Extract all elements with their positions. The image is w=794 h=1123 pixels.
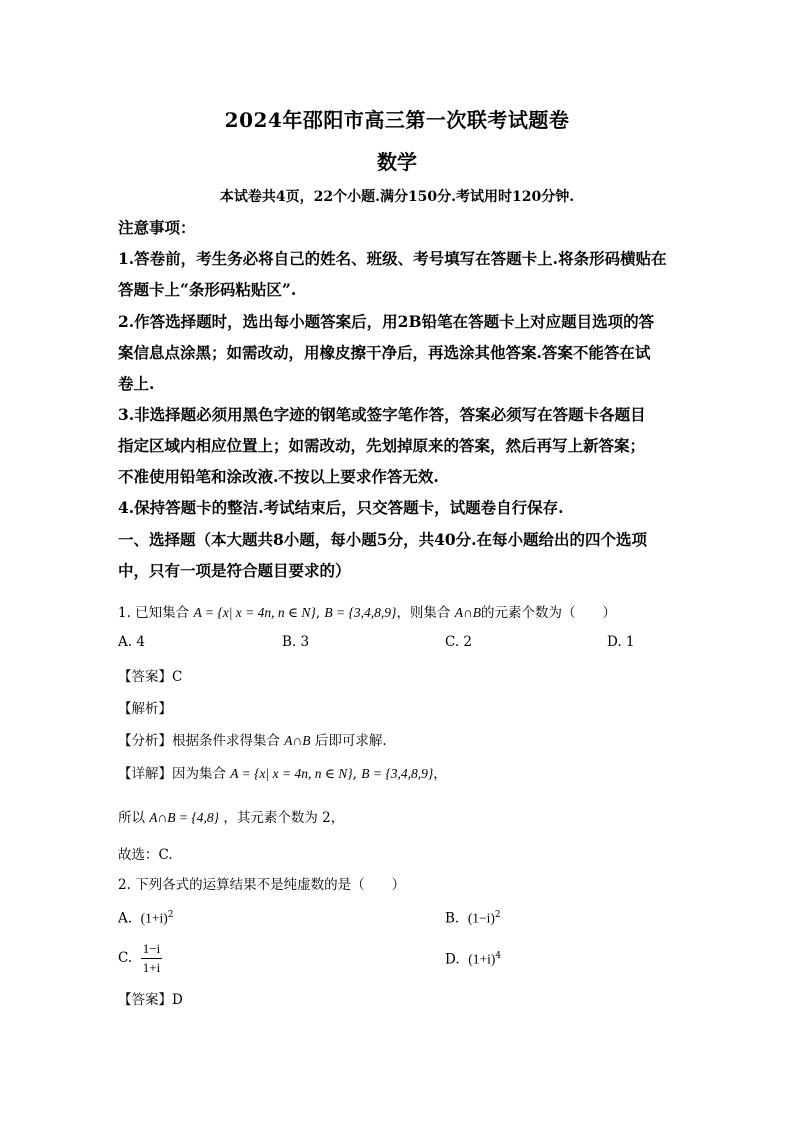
- section-heading-cont: 中，只有一项是符合题目要求的）: [118, 561, 351, 580]
- q1-option-b: B. 3: [282, 634, 310, 650]
- detail-end: ，: [433, 766, 447, 782]
- option-expr: (1+i): [468, 951, 496, 967]
- detail-sep: ,: [352, 766, 357, 782]
- exam-info: 本试卷共4页，22个小题.满分150分.考试用时120分钟.: [219, 189, 575, 205]
- note-line: 答题卡上“条形码粘贴区”.: [118, 280, 297, 299]
- fraction-denominator: 1+i: [142, 960, 161, 975]
- answer-value: C: [172, 669, 183, 685]
- detail-set-b: B = {3,4,8,9}: [361, 766, 434, 781]
- detail-set-a: A = {x| x = 4n, n ∈ N}: [230, 766, 353, 781]
- q1-detail: [118, 762, 447, 782]
- q2-option-b: [445, 910, 501, 927]
- note-line: 2.作答选择题时，选出每小题答案后，用2B铅笔在答题卡上对应题目选项的答: [118, 312, 655, 331]
- q2-answer: [118, 988, 183, 1008]
- q1-option-c: C. 2: [445, 634, 473, 650]
- note-line: 案信息点涂黑；如需改动，用橡皮擦干净后，再选涂其他答案.答案不能答在试: [118, 343, 651, 362]
- so-text: 所以: [118, 810, 145, 826]
- answer-value: D: [172, 992, 183, 1008]
- q1-mid: ，则集合: [396, 605, 451, 621]
- note-line: 4.保持答题卡的整洁.考试结束后，只交答题卡，试题卷自行保存.: [118, 498, 564, 517]
- so-expr: A∩B = {4,8}: [149, 810, 220, 825]
- q1-answer: [118, 665, 182, 685]
- fenxi-text-end: 后即可求解.: [314, 733, 387, 749]
- answer-tag: 【答案】: [118, 669, 172, 685]
- fenxi-expr: A∩B: [284, 733, 311, 748]
- q1-analysis-tag: 【解析】: [118, 701, 172, 717]
- option-expr: (1−i): [467, 910, 495, 926]
- fenxi-text: 根据条件求得集合: [172, 733, 280, 749]
- option-exponent: 4: [495, 951, 502, 961]
- answer-tag: 【答案】: [118, 992, 172, 1008]
- option-label: A.: [118, 910, 133, 927]
- detail-tag: 【详解】: [118, 766, 172, 782]
- detail-text: 因为集合: [172, 766, 226, 782]
- option-exponent: 2: [494, 910, 501, 920]
- q1-fenxi: [118, 729, 387, 749]
- option-label: B.: [445, 910, 460, 927]
- q1-option-a: A. 4: [118, 634, 145, 650]
- option-exponent: 2: [167, 910, 174, 920]
- section-heading: 一、选择题（本大题共8小题，每小题5分，共40分.在每小题给出的四个选项: [118, 530, 648, 549]
- question-1-stem: [118, 601, 616, 621]
- q2-option-a: [118, 910, 173, 927]
- option-expr: (1+i): [140, 910, 168, 926]
- notes-heading: 注意事项：: [118, 218, 196, 237]
- subject-title: 数学: [377, 150, 417, 174]
- q2-option-c: [118, 941, 162, 976]
- option-fraction: [141, 941, 162, 976]
- so-text-end: ，其元素个数为 2，: [223, 810, 345, 826]
- fraction-numerator: 1−i: [141, 941, 162, 959]
- q1-set-a: A = {x| x = 4n, n ∈ N}: [193, 605, 316, 620]
- q2-option-d: [445, 951, 501, 968]
- note-line: 不准使用铅笔和涂改液.不按以上要求作答无效.: [118, 467, 439, 486]
- note-line: 指定区域内相应位置上；如需改动，先划掉原来的答案，然后再写上新答案；: [118, 436, 646, 455]
- exam-title: 2024年邵阳市高三第一次联考试题卷: [224, 108, 570, 132]
- q1-set-b: B = {3,4,8,9}: [324, 605, 397, 620]
- option-label: D.: [445, 951, 460, 968]
- q1-so-line: [118, 806, 344, 826]
- option-label: C.: [118, 950, 133, 966]
- note-line: 1.答卷前，考生务必将自己的姓名、班级、考号填写在答题卡上.将条形码横贴在: [118, 249, 667, 268]
- q1-prefix: 1. 已知集合: [118, 605, 190, 621]
- question-2-stem: 2. 下列各式的运算结果不是纯虚数的是（ ）: [118, 877, 406, 893]
- q1-choose: 故选：C.: [118, 847, 173, 863]
- fenxi-tag: 【分析】: [118, 733, 172, 749]
- q1-sep: ,: [315, 605, 321, 621]
- note-line: 卷上.: [118, 374, 155, 393]
- note-line: 3.非选择题必须用黑色字迹的钢笔或签字笔作答，答案必须写在答题卡各题目: [118, 405, 646, 424]
- q1-suffix: 的元素个数为（ ）: [480, 605, 616, 621]
- q1-option-d: D. 1: [607, 634, 635, 650]
- q1-expr: A∩B: [454, 605, 481, 620]
